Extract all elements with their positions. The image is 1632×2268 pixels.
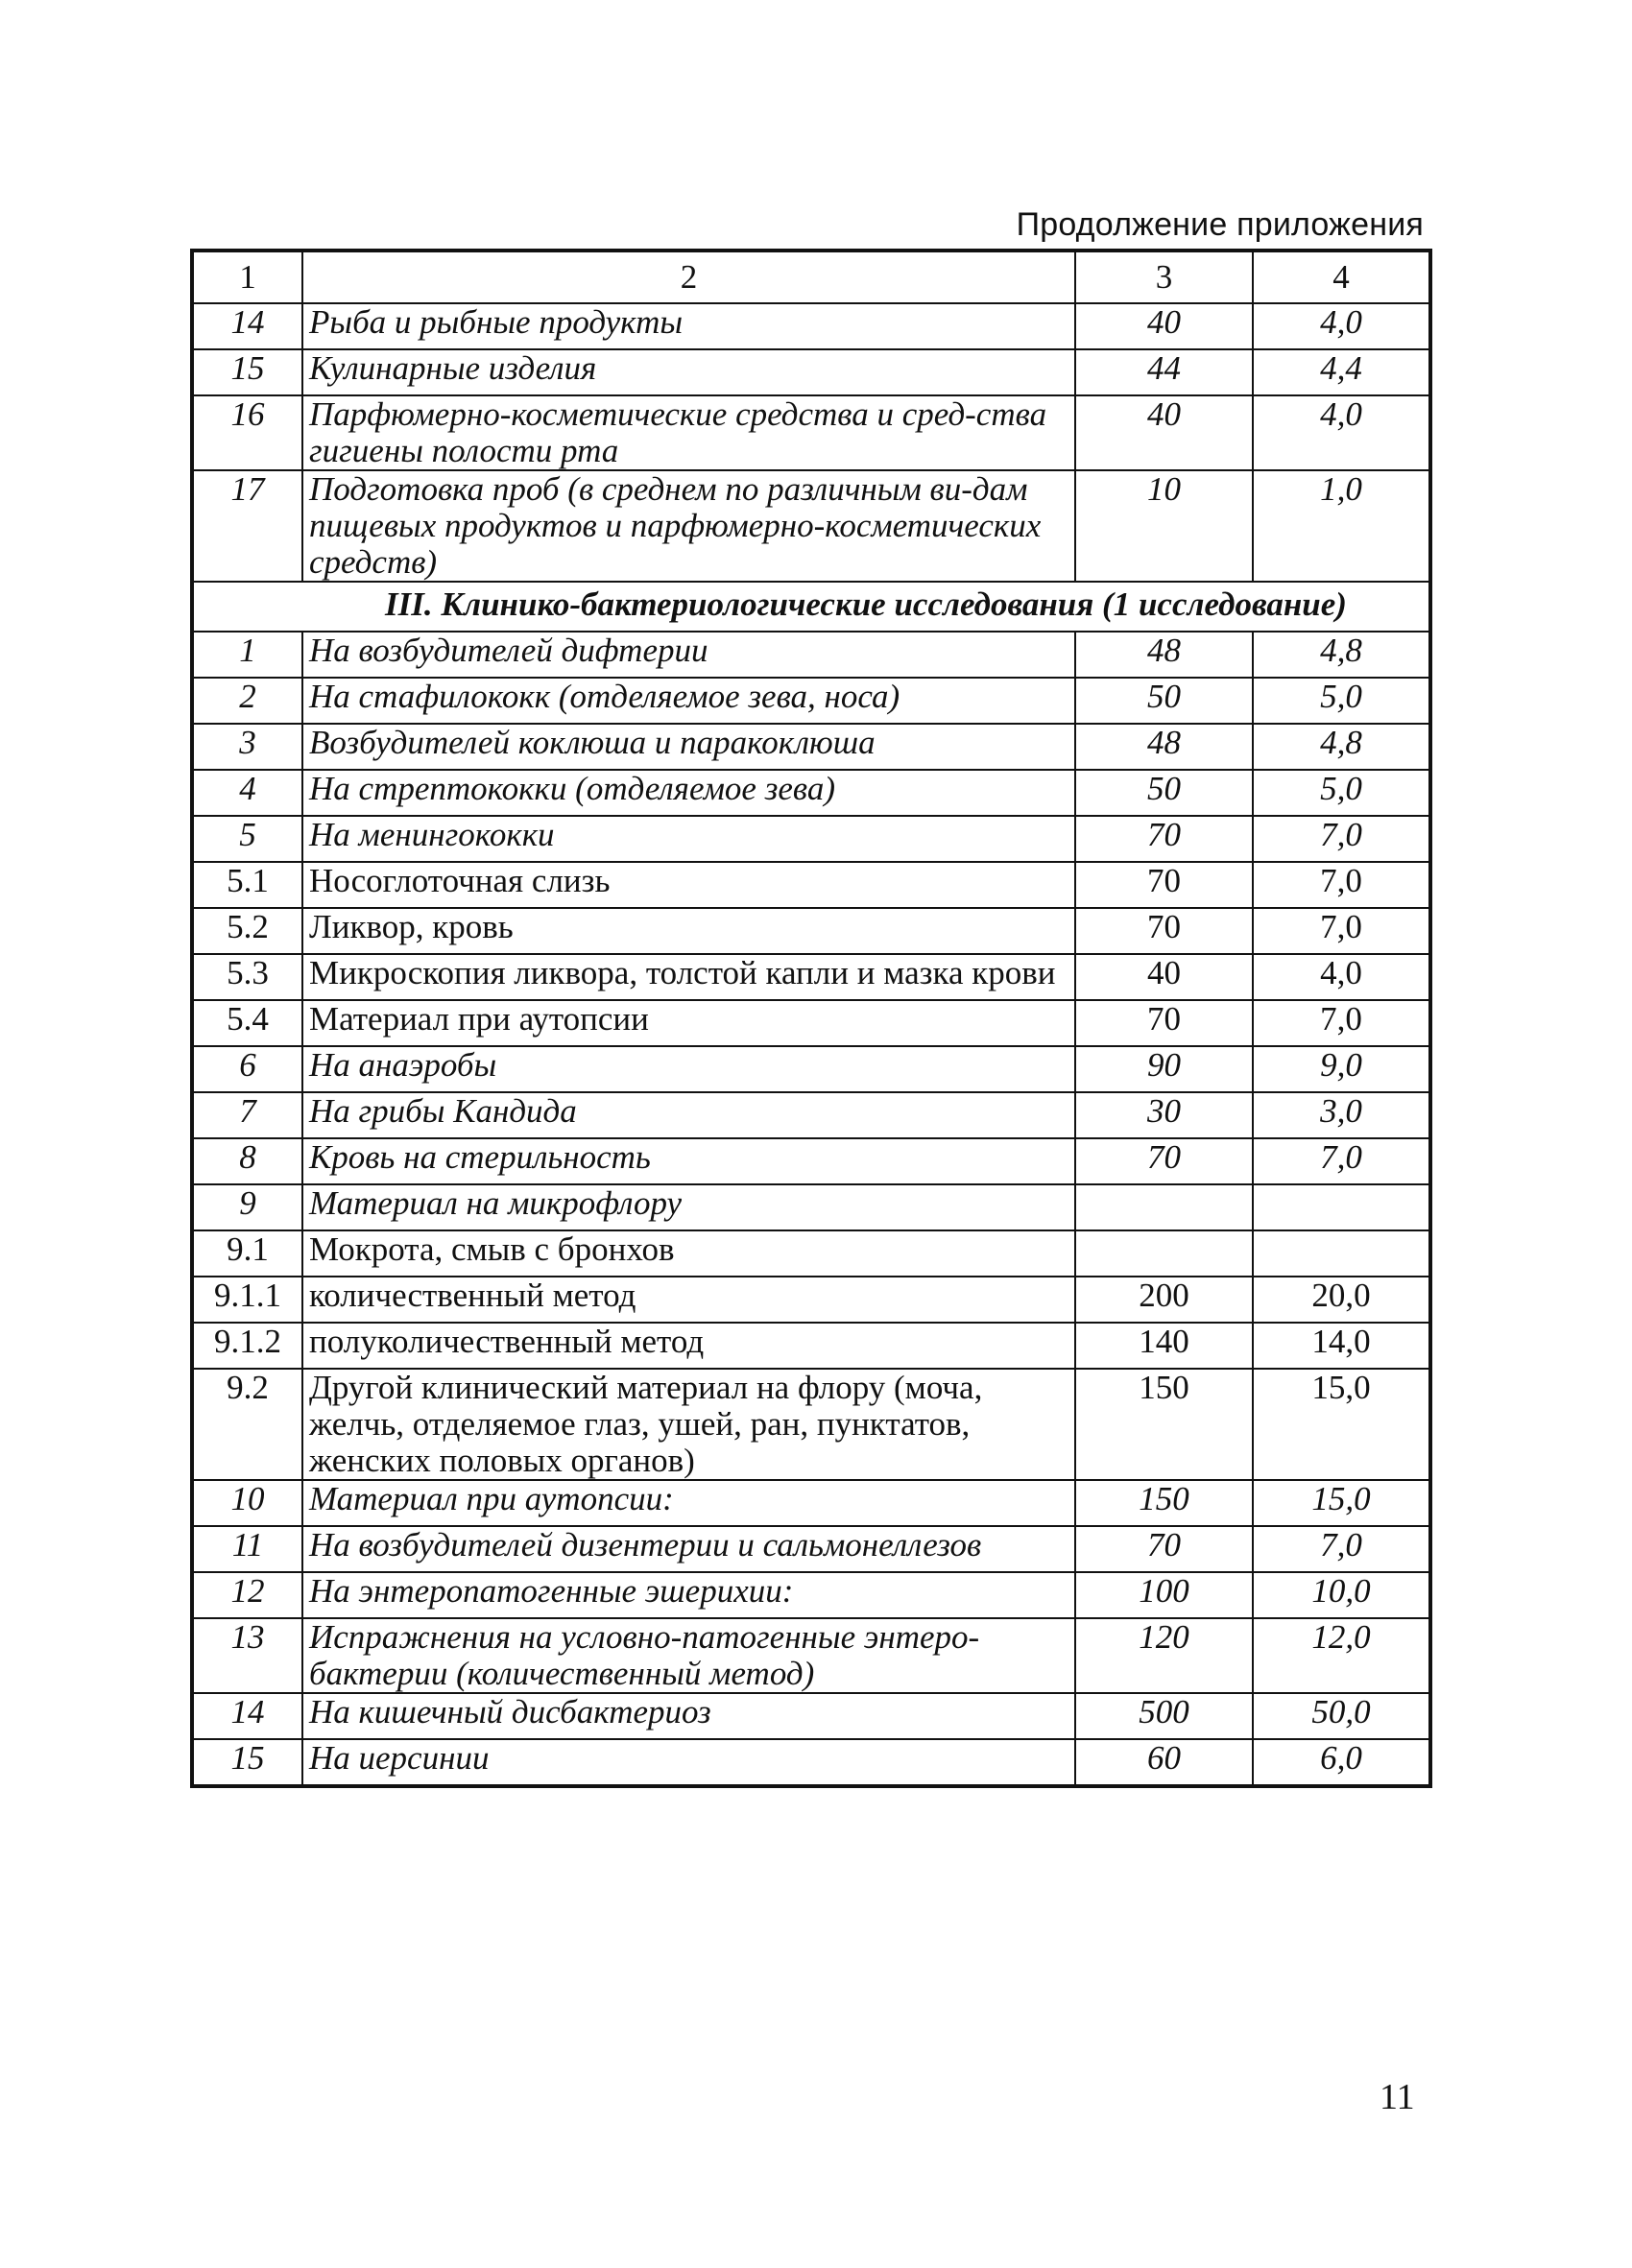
row-value-col4: 1,0 [1253, 470, 1430, 582]
row-value-col3: 50 [1075, 678, 1253, 724]
table-row [192, 1092, 1430, 1138]
table-row [192, 1000, 1430, 1046]
row-description: Мокрота, смыв с бронхов [302, 1230, 1075, 1277]
row-number: 5.1 [192, 862, 302, 908]
row-number: 5.4 [192, 1000, 302, 1046]
row-value-col3 [1075, 1184, 1253, 1230]
column-number-3: 3 [1075, 251, 1253, 303]
row-description: На грибы Кандида [302, 1092, 1075, 1138]
row-number: 10 [192, 1480, 302, 1526]
row-description: Ликвор, кровь [302, 908, 1075, 954]
row-description: На менингококки [302, 816, 1075, 862]
row-description: Кулинарные изделия [302, 349, 1075, 395]
row-number: 16 [192, 395, 302, 470]
row-value-col4: 7,0 [1253, 1000, 1430, 1046]
row-value-col3: 70 [1075, 816, 1253, 862]
table-row [192, 908, 1430, 954]
row-description: На возбудителей дизентерии и сальмонеллезов [302, 1526, 1075, 1572]
continuation-caption: Продолжение приложения [1016, 206, 1424, 243]
section-header-row [192, 582, 1430, 632]
row-number: 9 [192, 1184, 302, 1230]
row-description: Материал на микрофлору [302, 1184, 1075, 1230]
table-row [192, 678, 1430, 724]
column-number-2: 2 [302, 251, 1075, 303]
table-row [192, 1739, 1430, 1786]
row-value-col3: 150 [1075, 1480, 1253, 1526]
row-value-col4: 15,0 [1253, 1369, 1430, 1480]
row-value-col3: 70 [1075, 908, 1253, 954]
row-description: На анаэробы [302, 1046, 1075, 1092]
table-row [192, 349, 1430, 395]
row-value-col3: 40 [1075, 954, 1253, 1000]
row-value-col3: 60 [1075, 1739, 1253, 1786]
row-value-col4: 7,0 [1253, 908, 1430, 954]
row-value-col3: 500 [1075, 1693, 1253, 1739]
row-value-col4: 14,0 [1253, 1323, 1430, 1369]
page-number: 11 [1380, 2077, 1415, 2117]
row-value-col3: 48 [1075, 632, 1253, 678]
table-row [192, 303, 1430, 349]
row-description: Материал при аутопсии [302, 1000, 1075, 1046]
row-value-col3: 200 [1075, 1277, 1253, 1323]
row-value-col4 [1253, 1230, 1430, 1277]
row-value-col4: 6,0 [1253, 1739, 1430, 1786]
row-value-col4: 7,0 [1253, 1138, 1430, 1184]
appendix-table [190, 249, 1432, 1788]
row-value-col3: 140 [1075, 1323, 1253, 1369]
row-value-col4: 7,0 [1253, 816, 1430, 862]
column-number-1: 1 [192, 251, 302, 303]
table-row [192, 954, 1430, 1000]
table-row [192, 862, 1430, 908]
row-value-col4: 12,0 [1253, 1618, 1430, 1693]
row-value-col3: 48 [1075, 724, 1253, 770]
row-value-col4: 3,0 [1253, 1092, 1430, 1138]
row-value-col3: 40 [1075, 395, 1253, 470]
table-row [192, 1693, 1430, 1739]
row-value-col3 [1075, 1230, 1253, 1277]
row-value-col3: 150 [1075, 1369, 1253, 1480]
row-description: полуколичественный метод [302, 1323, 1075, 1369]
row-value-col4: 15,0 [1253, 1480, 1430, 1526]
row-number: 15 [192, 1739, 302, 1786]
row-number: 8 [192, 1138, 302, 1184]
row-value-col3: 44 [1075, 349, 1253, 395]
row-description: Парфюмерно-косметические средства и сред-ства гигиены полости рта [302, 395, 1075, 470]
table-row [192, 1572, 1430, 1618]
row-number: 2 [192, 678, 302, 724]
row-description: На иерсинии [302, 1739, 1075, 1786]
row-number: 5.3 [192, 954, 302, 1000]
row-value-col3: 70 [1075, 1138, 1253, 1184]
row-number: 15 [192, 349, 302, 395]
row-value-col4: 20,0 [1253, 1277, 1430, 1323]
row-description: На энтеропатогенные эшерихии: [302, 1572, 1075, 1618]
table-row [192, 1480, 1430, 1526]
row-description: количественный метод [302, 1277, 1075, 1323]
row-value-col3: 70 [1075, 862, 1253, 908]
row-description: На стрептококки (отделяемое зева) [302, 770, 1075, 816]
row-description: Испражнения на условно-патогенные энтеро-бактерии (количественный метод) [302, 1618, 1075, 1693]
row-number: 9.2 [192, 1369, 302, 1480]
row-value-col4: 7,0 [1253, 862, 1430, 908]
table-row [192, 1323, 1430, 1369]
section-title: III. Клинико-бактериологические исследования (1 исследование) [192, 582, 1430, 632]
row-value-col4: 5,0 [1253, 678, 1430, 724]
row-number: 6 [192, 1046, 302, 1092]
row-description: Материал при аутопсии: [302, 1480, 1075, 1526]
row-value-col3: 70 [1075, 1526, 1253, 1572]
row-value-col4: 4,8 [1253, 632, 1430, 678]
row-number: 9.1.2 [192, 1323, 302, 1369]
row-number: 11 [192, 1526, 302, 1572]
row-number: 17 [192, 470, 302, 582]
row-description: Микроскопия ликвора, толстой капли и мазка крови [302, 954, 1075, 1000]
row-description: Возбудителей коклюша и паракоклюша [302, 724, 1075, 770]
row-value-col3: 70 [1075, 1000, 1253, 1046]
column-number-row [192, 251, 1430, 303]
row-value-col4: 4,8 [1253, 724, 1430, 770]
row-number: 7 [192, 1092, 302, 1138]
row-value-col4: 50,0 [1253, 1693, 1430, 1739]
column-number-4: 4 [1253, 251, 1430, 303]
row-number: 14 [192, 1693, 302, 1739]
row-number: 1 [192, 632, 302, 678]
row-value-col3: 90 [1075, 1046, 1253, 1092]
table-row [192, 724, 1430, 770]
table-row [192, 770, 1430, 816]
row-value-col4: 7,0 [1253, 1526, 1430, 1572]
table-row [192, 1369, 1430, 1480]
table-row [192, 1526, 1430, 1572]
table-row [192, 816, 1430, 862]
row-value-col4: 4,4 [1253, 349, 1430, 395]
row-description: Подготовка проб (в среднем по различным ви-дам пищевых продуктов и парфюмерно-косметических средств) [302, 470, 1075, 582]
table-row [192, 1046, 1430, 1092]
row-description: Носоглоточная слизь [302, 862, 1075, 908]
table-row [192, 1184, 1430, 1230]
row-value-col3: 120 [1075, 1618, 1253, 1693]
table-row [192, 470, 1430, 582]
table-row [192, 1277, 1430, 1323]
row-number: 9.1.1 [192, 1277, 302, 1323]
row-number: 4 [192, 770, 302, 816]
table-row [192, 1138, 1430, 1184]
row-description: Другой клинический материал на флору (моча, желчь, отделяемое глаз, ушей, ран, пунктатов, женских половых органов) [302, 1369, 1075, 1480]
row-value-col4 [1253, 1184, 1430, 1230]
row-description: Кровь на стерильность [302, 1138, 1075, 1184]
row-value-col4: 5,0 [1253, 770, 1430, 816]
table-row [192, 1618, 1430, 1693]
row-value-col4: 4,0 [1253, 954, 1430, 1000]
row-number: 5 [192, 816, 302, 862]
row-value-col4: 9,0 [1253, 1046, 1430, 1092]
row-description: Рыба и рыбные продукты [302, 303, 1075, 349]
row-value-col3: 50 [1075, 770, 1253, 816]
row-value-col4: 4,0 [1253, 395, 1430, 470]
row-value-col4: 4,0 [1253, 303, 1430, 349]
row-description: На возбудителей дифтерии [302, 632, 1075, 678]
row-description: На стафилококк (отделяемое зева, носа) [302, 678, 1075, 724]
row-number: 3 [192, 724, 302, 770]
row-value-col4: 10,0 [1253, 1572, 1430, 1618]
row-number: 12 [192, 1572, 302, 1618]
table-row [192, 632, 1430, 678]
row-value-col3: 40 [1075, 303, 1253, 349]
row-value-col3: 10 [1075, 470, 1253, 582]
table-row [192, 395, 1430, 470]
row-value-col3: 100 [1075, 1572, 1253, 1618]
table-row [192, 1230, 1430, 1277]
row-number: 5.2 [192, 908, 302, 954]
row-number: 13 [192, 1618, 302, 1693]
row-number: 9.1 [192, 1230, 302, 1277]
row-value-col3: 30 [1075, 1092, 1253, 1138]
row-number: 14 [192, 303, 302, 349]
row-description: На кишечный дисбактериоз [302, 1693, 1075, 1739]
